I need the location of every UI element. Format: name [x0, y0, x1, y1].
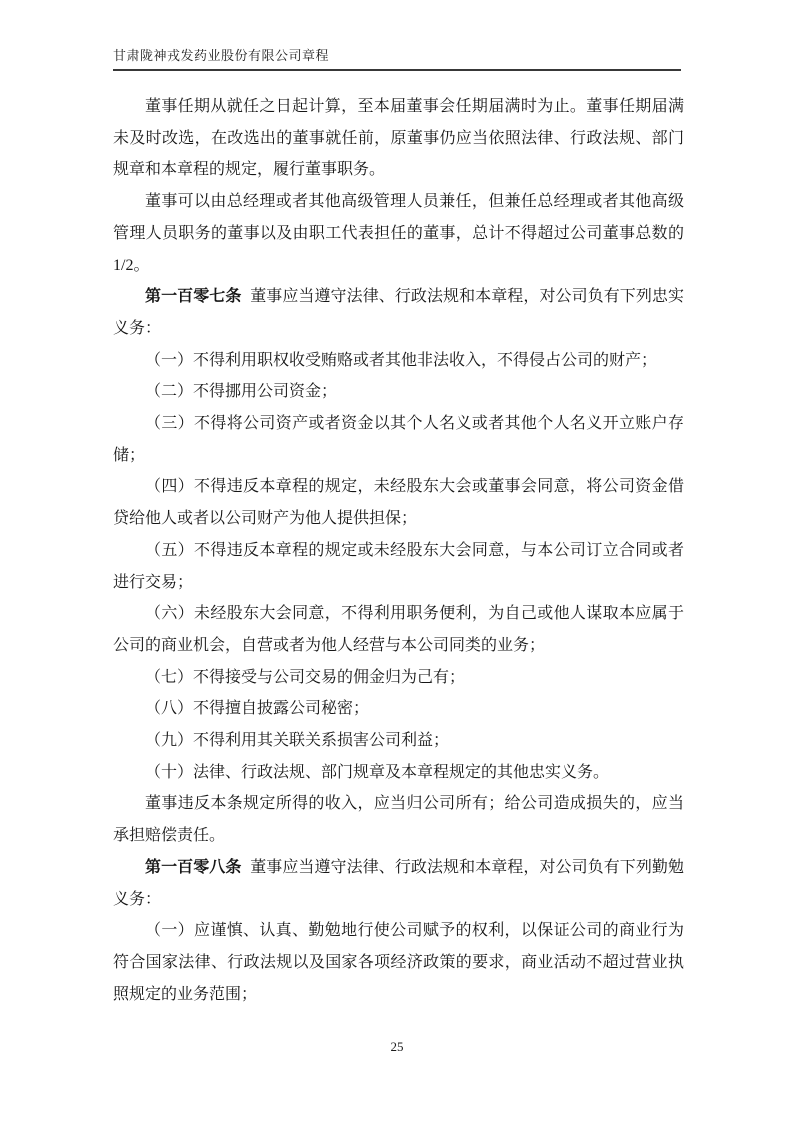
paragraph-text: （七）不得接受与公司交易的佣金归为己有；: [145, 668, 466, 686]
paragraph-text: 董事违反本条规定所得的收入，应当归公司所有；给公司造成损失的，应当承担赔偿责任。: [113, 795, 684, 845]
paragraph: [113, 471, 684, 534]
paragraph: [113, 186, 684, 281]
paragraph-text: （四）不得违反本章程的规定，未经股东大会或董事会同意，将公司资金借贷给他人或者以公司财产为他人提供担保；: [113, 478, 684, 528]
paragraph-text: （五）不得违反本章程的规定或未经股东大会同意，与本公司订立合同或者进行交易；: [113, 541, 684, 591]
paragraph-text: 董事可以由总经理或者其他高级管理人员兼任，但兼任总经理或者其他高级管理人员职务的董事以及由职工代表担任的董事，总计不得超过公司董事总数的1/2。: [113, 193, 684, 274]
header-title: 甘肃陇神戎发药业股份有限公司章程: [113, 48, 330, 63]
paragraph: [113, 598, 684, 661]
paragraph: [113, 408, 684, 471]
paragraph-text: 董事应当遵守法律、行政法规和本章程，对公司负有下列忠实义务：: [113, 288, 684, 337]
paragraph: [113, 788, 684, 851]
paragraph-text: （一）应谨慎、认真、勤勉地行使公司赋予的权利，以保证公司的商业行为符合国家法律、行政法规以及国家各项经济政策的要求，商业活动不超过营业执照规定的业务范围；: [113, 922, 684, 1003]
paragraph: [113, 693, 684, 725]
paragraph: [113, 376, 684, 408]
paragraph-text: 董事任期从就任之日起计算，至本届董事会任期届满时为止。董事任期届满未及时改选，在改选出的董事就任前，原董事仍应当依照法律、行政法规、部门规章和本章程的规定，履行董事职务。: [113, 98, 684, 179]
paragraph: [113, 852, 684, 915]
document-body: [113, 91, 684, 1010]
paragraph-text: （九）不得利用其关联关系损害公司利益；: [145, 732, 450, 750]
paragraph-text: （八）不得擅自披露公司秘密；: [145, 700, 370, 718]
paragraph: [113, 662, 684, 694]
paragraph: [113, 757, 684, 789]
paragraph: [113, 281, 684, 344]
page-number: 25: [390, 1039, 404, 1054]
page-header: [113, 47, 681, 71]
paragraph: [113, 725, 684, 757]
paragraph-text: （十）法律、行政法规、部门规章及本章程规定的其他忠实义务。: [145, 763, 610, 781]
paragraph: [113, 345, 684, 377]
paragraph-text: （一）不得利用职权收受贿赂或者其他非法收入，不得侵占公司的财产；: [145, 351, 658, 369]
paragraph: [113, 535, 684, 598]
paragraph: [113, 915, 684, 1010]
paragraph: [113, 91, 684, 186]
page-footer: [0, 1039, 794, 1055]
article-number: 第一百零七条: [145, 288, 242, 306]
paragraph-text: （六）未经股东大会同意，不得利用职务便利，为自己或他人谋取本应属于公司的商业机会，自营或者为他人经营与本公司同类的业务；: [113, 605, 684, 654]
paragraph-text: （二）不得挪用公司资金；: [145, 383, 338, 401]
paragraph-text: 董事应当遵守法律、行政法规和本章程，对公司负有下列勤勉义务：: [113, 858, 684, 908]
paragraph-text: （三）不得将公司资产或者资金以其个人名义或者其他个人名义开立账户存储；: [113, 415, 684, 464]
article-number: 第一百零八条: [145, 858, 242, 876]
